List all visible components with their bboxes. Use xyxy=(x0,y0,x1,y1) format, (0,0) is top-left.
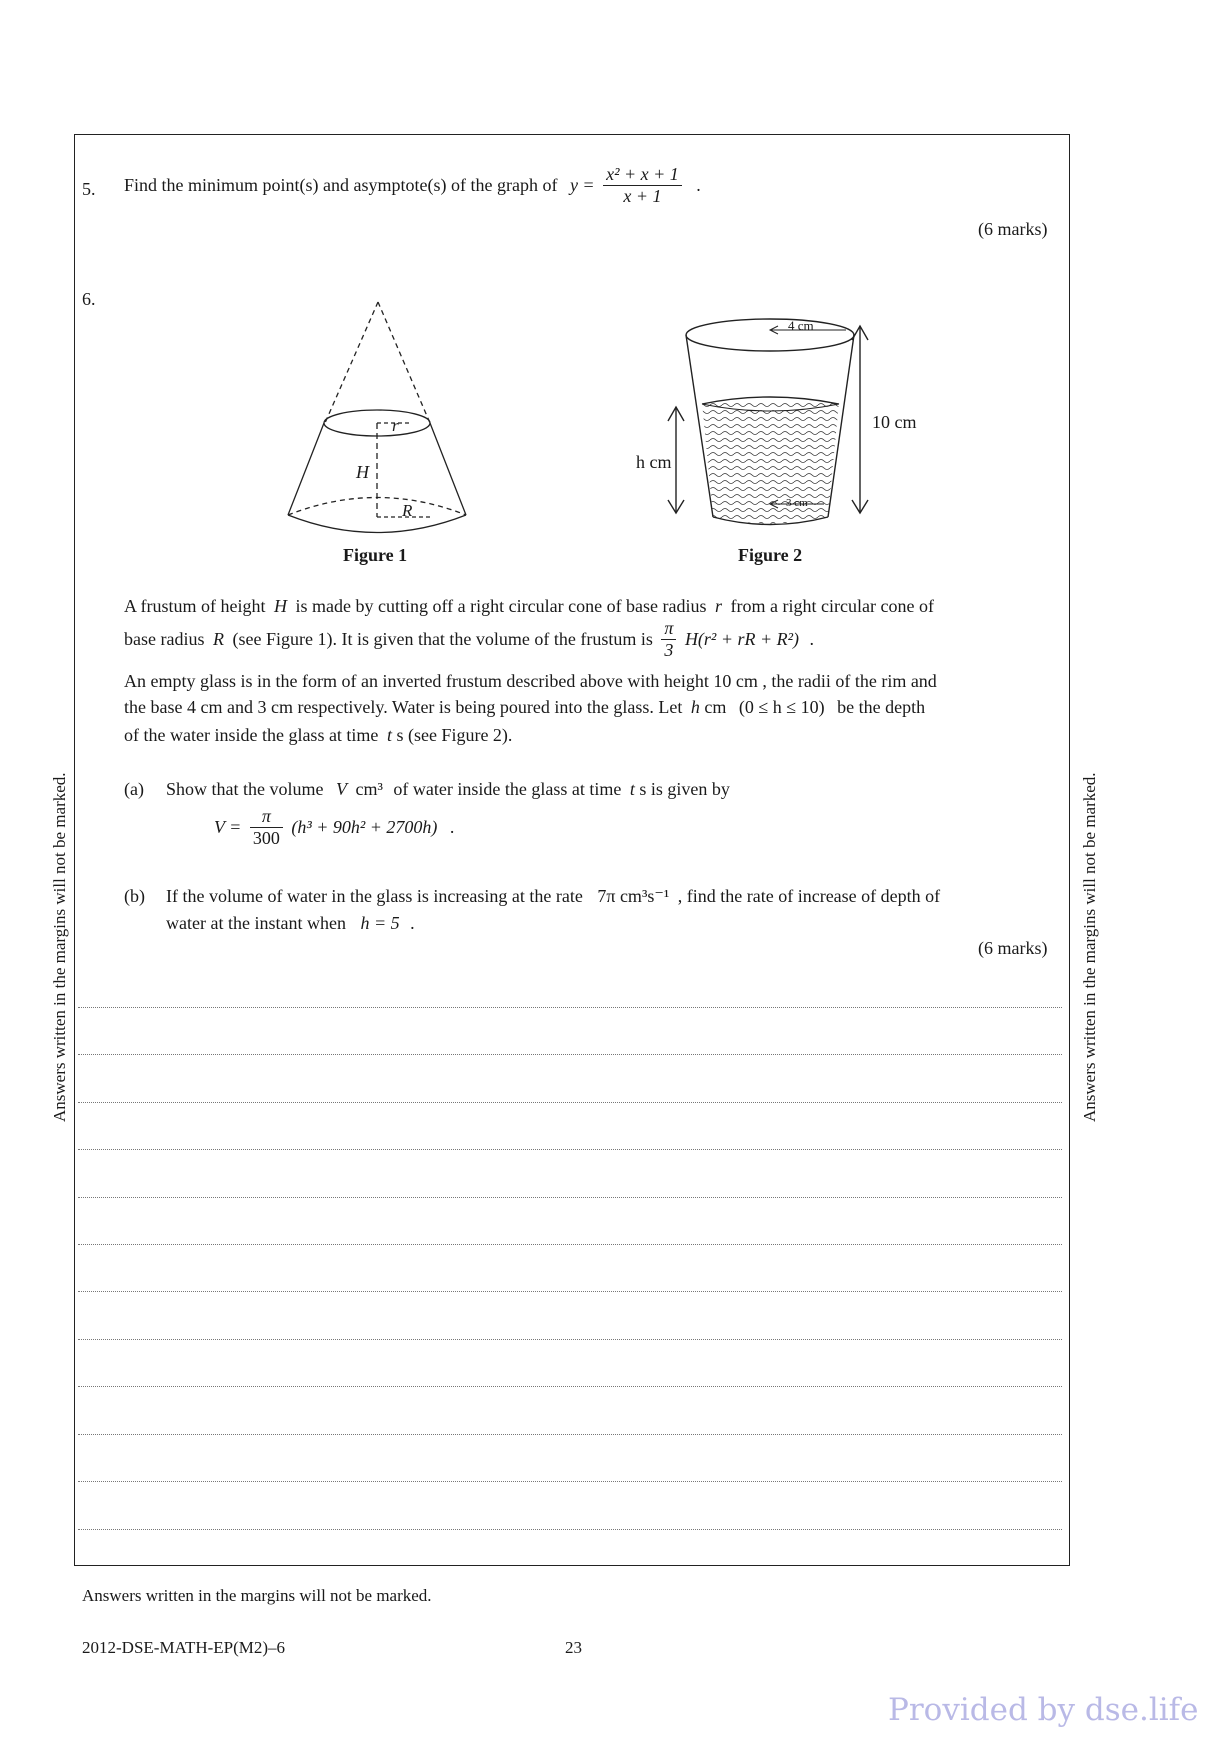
figure-2-glass-diagram xyxy=(650,310,890,545)
answer-line[interactable] xyxy=(78,1434,1062,1435)
q6-p4-a: the base 4 cm and 3 cm respectively. Water is being poured into the glass. Let xyxy=(124,697,683,717)
q6-marks: (6 marks) xyxy=(978,938,1048,958)
q5-numerator: x² + x + 1 xyxy=(603,164,682,186)
answer-line[interactable] xyxy=(78,1102,1062,1103)
q6-vol-num: π xyxy=(661,618,676,640)
part-b-line-1 xyxy=(166,883,940,909)
q5-eq-lhs: y = xyxy=(569,175,595,196)
q5-marks: (6 marks) xyxy=(978,219,1048,239)
answer-line[interactable] xyxy=(78,1054,1062,1055)
q6-p5-b: s (see Figure 2). xyxy=(396,725,513,745)
q6-para-line-3: An empty glass is in the form of an inverted frustum described above with height 10 cm , the radii of the rim and xyxy=(124,671,937,691)
q6-number: 6. xyxy=(82,289,96,309)
q6-p2-b: (see Figure 1). It is given that the volume of the frustum is xyxy=(232,629,653,650)
part-b-text-a: If the volume of water in the glass is increasing at the rate xyxy=(166,886,583,906)
figure-2-label-depth xyxy=(636,452,672,473)
part-a-eq-den: 300 xyxy=(252,827,280,848)
q5-denominator: x + 1 xyxy=(623,185,662,206)
part-b-label: (b) xyxy=(124,886,145,906)
q6-p1-a: A frustum of height xyxy=(124,596,266,616)
q5-number: 5. xyxy=(82,179,96,199)
part-a-fraction xyxy=(250,806,283,848)
part-b-text-c: water at the instant when xyxy=(166,913,346,933)
part-b-line-2 xyxy=(166,910,415,936)
answer-line[interactable] xyxy=(78,1481,1062,1482)
part-a-text xyxy=(166,776,730,802)
figure-2-label-top-radius: 4 cm xyxy=(788,318,814,333)
q6-p1-H: H xyxy=(274,596,287,616)
footer-margin-note: Answers written in the margins will not be marked. xyxy=(82,1586,432,1605)
q6-p2-R: R xyxy=(212,629,224,650)
part-a-eq-end: . xyxy=(449,817,455,838)
paper-code: 2012-DSE-MATH-EP(M2)–6 xyxy=(82,1638,286,1657)
q6-p5-t: t xyxy=(386,725,392,745)
q6-vol-den: 3 xyxy=(664,639,674,660)
q6-p1-b: is made by cutting off a right circular cone of base radius xyxy=(295,596,707,616)
q6-vol-end: . xyxy=(809,629,815,650)
right-margin-note: Answers written in the margins will not be marked. xyxy=(1080,772,1099,1122)
left-margin-note: Answers written in the margins will not be marked. xyxy=(50,772,69,1122)
q6-para-line-1 xyxy=(124,593,934,619)
part-a-eq-lhs: V = xyxy=(214,817,242,838)
part-b-rate: 7π cm³s⁻¹ xyxy=(597,886,670,906)
q6-p5-a: of the water inside the glass at time xyxy=(124,725,379,745)
part-a-unit: cm³ xyxy=(355,779,383,799)
part-b-text-b: , find the rate of increase of depth of xyxy=(677,886,941,906)
answer-line[interactable] xyxy=(78,1149,1062,1150)
part-a-text-a: Show that the volume xyxy=(166,779,324,799)
figure-2-label-depth-text: h cm xyxy=(636,452,672,472)
figure-1-label-r: r xyxy=(392,416,399,435)
answer-line[interactable] xyxy=(78,1386,1062,1387)
q6-para-line-4 xyxy=(124,694,925,720)
q5-eq-end: . xyxy=(696,175,701,196)
answer-line[interactable] xyxy=(78,1339,1062,1340)
page-number: 23 xyxy=(565,1638,582,1657)
answer-line[interactable] xyxy=(78,1244,1062,1245)
q5-fraction xyxy=(603,164,682,206)
answer-line[interactable] xyxy=(78,1007,1062,1008)
part-a-label: (a) xyxy=(124,779,144,799)
q6-vol-expr: H(r² + rR + R²) xyxy=(684,629,800,650)
q6-volume-fraction xyxy=(661,618,676,660)
figure-2-caption: Figure 2 xyxy=(738,545,803,565)
answer-line[interactable] xyxy=(78,1197,1062,1198)
q6-p4-h: h xyxy=(690,697,700,717)
q6-p4-range: (0 ≤ h ≤ 10) xyxy=(738,697,825,717)
q6-para-line-5 xyxy=(124,722,512,748)
part-a-V: V xyxy=(335,779,347,799)
part-a-t: t xyxy=(629,779,635,799)
part-a-eq-num: π xyxy=(250,806,283,828)
answer-line[interactable] xyxy=(78,1529,1062,1530)
answer-box xyxy=(74,134,1070,1566)
figure-2-label-base-radius: 3 cm xyxy=(786,497,808,509)
q6-p1-c: from a right circular cone of xyxy=(730,596,934,616)
watermark: Provided by dse.life xyxy=(888,1692,1199,1728)
part-a-eq-expr: (h³ + 90h² + 2700h) xyxy=(291,817,438,838)
figure-1-label-R: R xyxy=(402,501,413,520)
part-b-cond: h = 5 xyxy=(360,913,400,933)
part-a-text-c: s is given by xyxy=(639,779,730,799)
q5-prompt: Find the minimum point(s) and asymptote(s) of the graph of xyxy=(124,175,558,196)
figure-2-label-height: 10 cm xyxy=(872,412,917,432)
q6-p2-a: base radius xyxy=(124,629,205,650)
q6-p1-r: r xyxy=(715,596,723,616)
q6-para-line-2 xyxy=(124,618,814,660)
answer-line[interactable] xyxy=(78,1291,1062,1292)
figure-1-caption: Figure 1 xyxy=(343,545,408,565)
part-a-equation xyxy=(214,806,454,848)
q6-p4-c: be the depth xyxy=(837,697,926,717)
q6-p4-b: cm xyxy=(704,697,727,717)
part-a-text-b: of water inside the glass at time xyxy=(393,779,622,799)
q5-text xyxy=(124,164,701,206)
figure-1-label-H: H xyxy=(356,462,369,482)
figure-1-cone-diagram xyxy=(280,290,480,540)
part-b-text-d: . xyxy=(410,913,415,933)
